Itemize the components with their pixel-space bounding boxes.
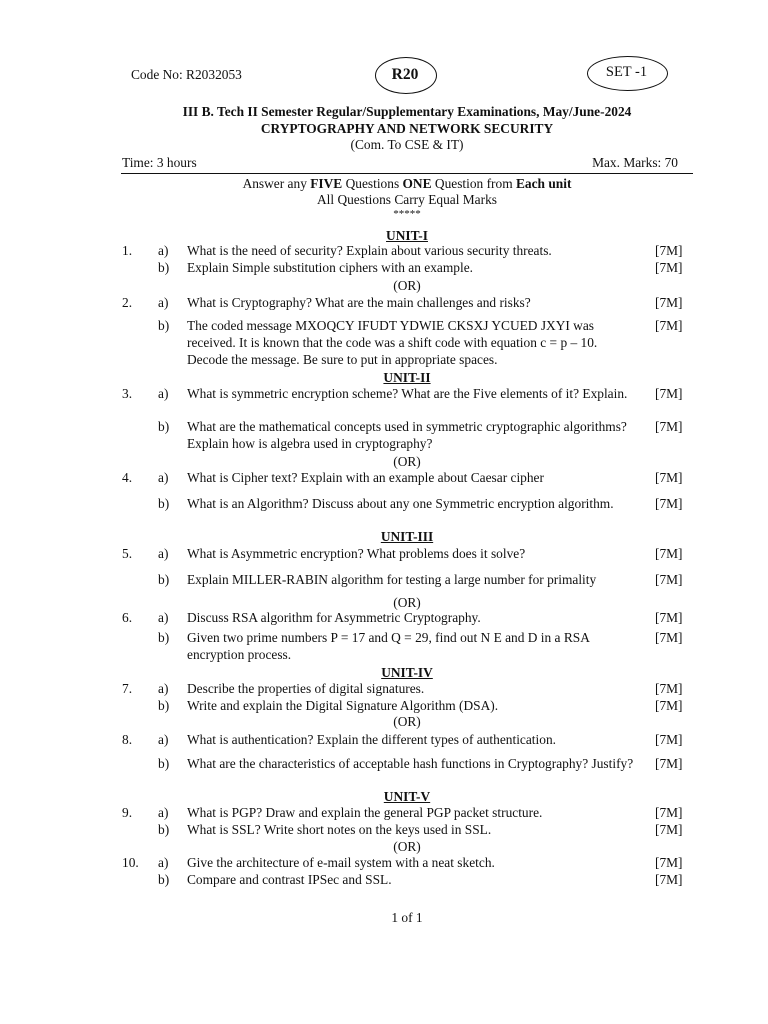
question-marks: [7M] xyxy=(655,470,683,485)
question-marks: [7M] xyxy=(655,630,683,645)
question-part: a) xyxy=(158,386,169,401)
question-text: What is Cipher text? Explain with an example about Caesar cipher xyxy=(187,470,544,485)
question-part: a) xyxy=(158,610,169,625)
question-part: b) xyxy=(158,630,170,645)
unit-heading: UNIT-II xyxy=(383,370,431,385)
question-marks: [7M] xyxy=(655,822,683,837)
unit-heading: UNIT-IV xyxy=(381,665,433,680)
question-part: b) xyxy=(158,318,170,333)
question-part: a) xyxy=(158,805,169,820)
question-text: What is Cryptography? What are the main challenges and risks? xyxy=(187,295,531,310)
question-marks: [7M] xyxy=(655,805,683,820)
question-text: Given two prime numbers P = 17 and Q = 29, find out N E and D in a RSA encryption process. xyxy=(187,630,590,662)
question-marks: [7M] xyxy=(655,610,683,625)
question-part: b) xyxy=(158,419,170,434)
question-part: b) xyxy=(158,756,170,771)
question-text: What is PGP? Draw and explain the general PGP packet structure. xyxy=(187,805,543,820)
question-number: 7. xyxy=(122,681,133,696)
or-separator: (OR) xyxy=(393,278,421,293)
or-separator: (OR) xyxy=(393,595,421,610)
exam-title: III B. Tech II Semester Regular/Supplementary Examinations, May/June-2024 xyxy=(182,104,632,119)
question-text: Explain MILLER-RABIN algorithm for testing a large number for primality xyxy=(187,572,597,587)
question-text: The coded message MXOQCY IFUDT YDWIE CKSXJ YCUED JXYI was received. It is known that the code was a shift code with equation c = p – 10. Decode the message. Be sure to put in appropriate spaces. xyxy=(187,318,598,367)
question-text: Write and explain the Digital Signature Algorithm (DSA). xyxy=(187,698,499,713)
question-number: 9. xyxy=(122,805,133,820)
branches: (Com. To CSE & IT) xyxy=(350,137,464,152)
question-marks: [7M] xyxy=(655,756,683,771)
equal-marks-note: All Questions Carry Equal Marks xyxy=(316,192,497,207)
page-number: 1 of 1 xyxy=(391,910,423,925)
question-text: Describe the properties of digital signatures. xyxy=(187,681,425,696)
question-part: b) xyxy=(158,260,170,275)
separator-stars: ***** xyxy=(393,208,421,220)
question-text: What is the need of security? Explain about various security threats. xyxy=(187,243,552,258)
question-marks: [7M] xyxy=(655,681,683,696)
unit-heading: UNIT-V xyxy=(383,789,431,804)
question-text: Give the architecture of e-mail system with a neat sketch. xyxy=(187,855,495,870)
question-marks: [7M] xyxy=(655,496,683,511)
question-marks: [7M] xyxy=(655,260,683,275)
set-label: SET -1 xyxy=(605,64,648,80)
subject-title: CRYPTOGRAPHY AND NETWORK SECURITY xyxy=(260,121,554,136)
question-marks: [7M] xyxy=(655,318,683,333)
question-text: What is Asymmetric encryption? What problems does it solve? xyxy=(187,546,526,561)
question-text: What is SSL? Write short notes on the keys used in SSL. xyxy=(187,822,492,837)
or-separator: (OR) xyxy=(393,839,421,854)
question-number: 6. xyxy=(122,610,133,625)
question-text: Compare and contrast IPSec and SSL. xyxy=(187,872,392,887)
question-marks: [7M] xyxy=(655,546,683,561)
question-marks: [7M] xyxy=(655,243,683,258)
question-text: What is authentication? Explain the different types of authentication. xyxy=(187,732,556,747)
question-marks: [7M] xyxy=(655,872,683,887)
question-part: a) xyxy=(158,681,169,696)
question-text: What are the characteristics of acceptable hash functions in Cryptography? Justify? xyxy=(187,756,634,771)
question-part: b) xyxy=(158,572,170,587)
or-separator: (OR) xyxy=(393,714,421,729)
question-text: Discuss RSA algorithm for Asymmetric Cryptography. xyxy=(187,610,481,625)
question-marks: [7M] xyxy=(655,732,683,747)
unit-heading: UNIT-I xyxy=(386,228,428,243)
question-marks: [7M] xyxy=(655,419,683,434)
question-marks: [7M] xyxy=(655,572,683,587)
question-text: Explain Simple substitution ciphers with an example. xyxy=(187,260,473,275)
question-number: 5. xyxy=(122,546,133,561)
question-number: 8. xyxy=(122,732,133,747)
question-part: a) xyxy=(158,732,169,747)
unit-heading: UNIT-III xyxy=(380,529,434,544)
exam-duration: Time: 3 hours xyxy=(122,155,197,170)
question-number: 10. xyxy=(122,855,139,870)
question-text: What is symmetric encryption scheme? What are the Five elements of it? Explain. xyxy=(187,386,628,401)
question-part: b) xyxy=(158,872,170,887)
question-marks: [7M] xyxy=(655,855,683,870)
question-part: a) xyxy=(158,243,169,258)
question-number: 4. xyxy=(122,470,133,485)
question-marks: [7M] xyxy=(655,295,683,310)
question-part: a) xyxy=(158,855,169,870)
question-part: b) xyxy=(158,496,170,511)
question-marks: [7M] xyxy=(655,698,683,713)
max-marks: Max. Marks: 70 xyxy=(592,155,678,170)
question-number: 1. xyxy=(122,243,133,258)
question-part: a) xyxy=(158,295,169,310)
instructions: Answer any FIVE Questions ONE Question from Each unit xyxy=(242,176,572,191)
question-number: 2. xyxy=(122,295,133,310)
question-part: b) xyxy=(158,698,170,713)
regulation-label: R20 xyxy=(391,66,419,83)
question-marks: [7M] xyxy=(655,386,683,401)
header-rule xyxy=(121,173,693,174)
question-part: a) xyxy=(158,470,169,485)
question-text: What is an Algorithm? Discuss about any one Symmetric encryption algorithm. xyxy=(187,496,614,511)
code-number: Code No: R2032053 xyxy=(131,67,242,82)
question-number: 3. xyxy=(122,386,133,401)
question-part: a) xyxy=(158,546,169,561)
or-separator: (OR) xyxy=(393,454,421,469)
question-part: b) xyxy=(158,822,170,837)
question-text: What are the mathematical concepts used in symmetric cryptographic algorithms? Explain how is algebra used in cryptography? xyxy=(187,419,627,451)
